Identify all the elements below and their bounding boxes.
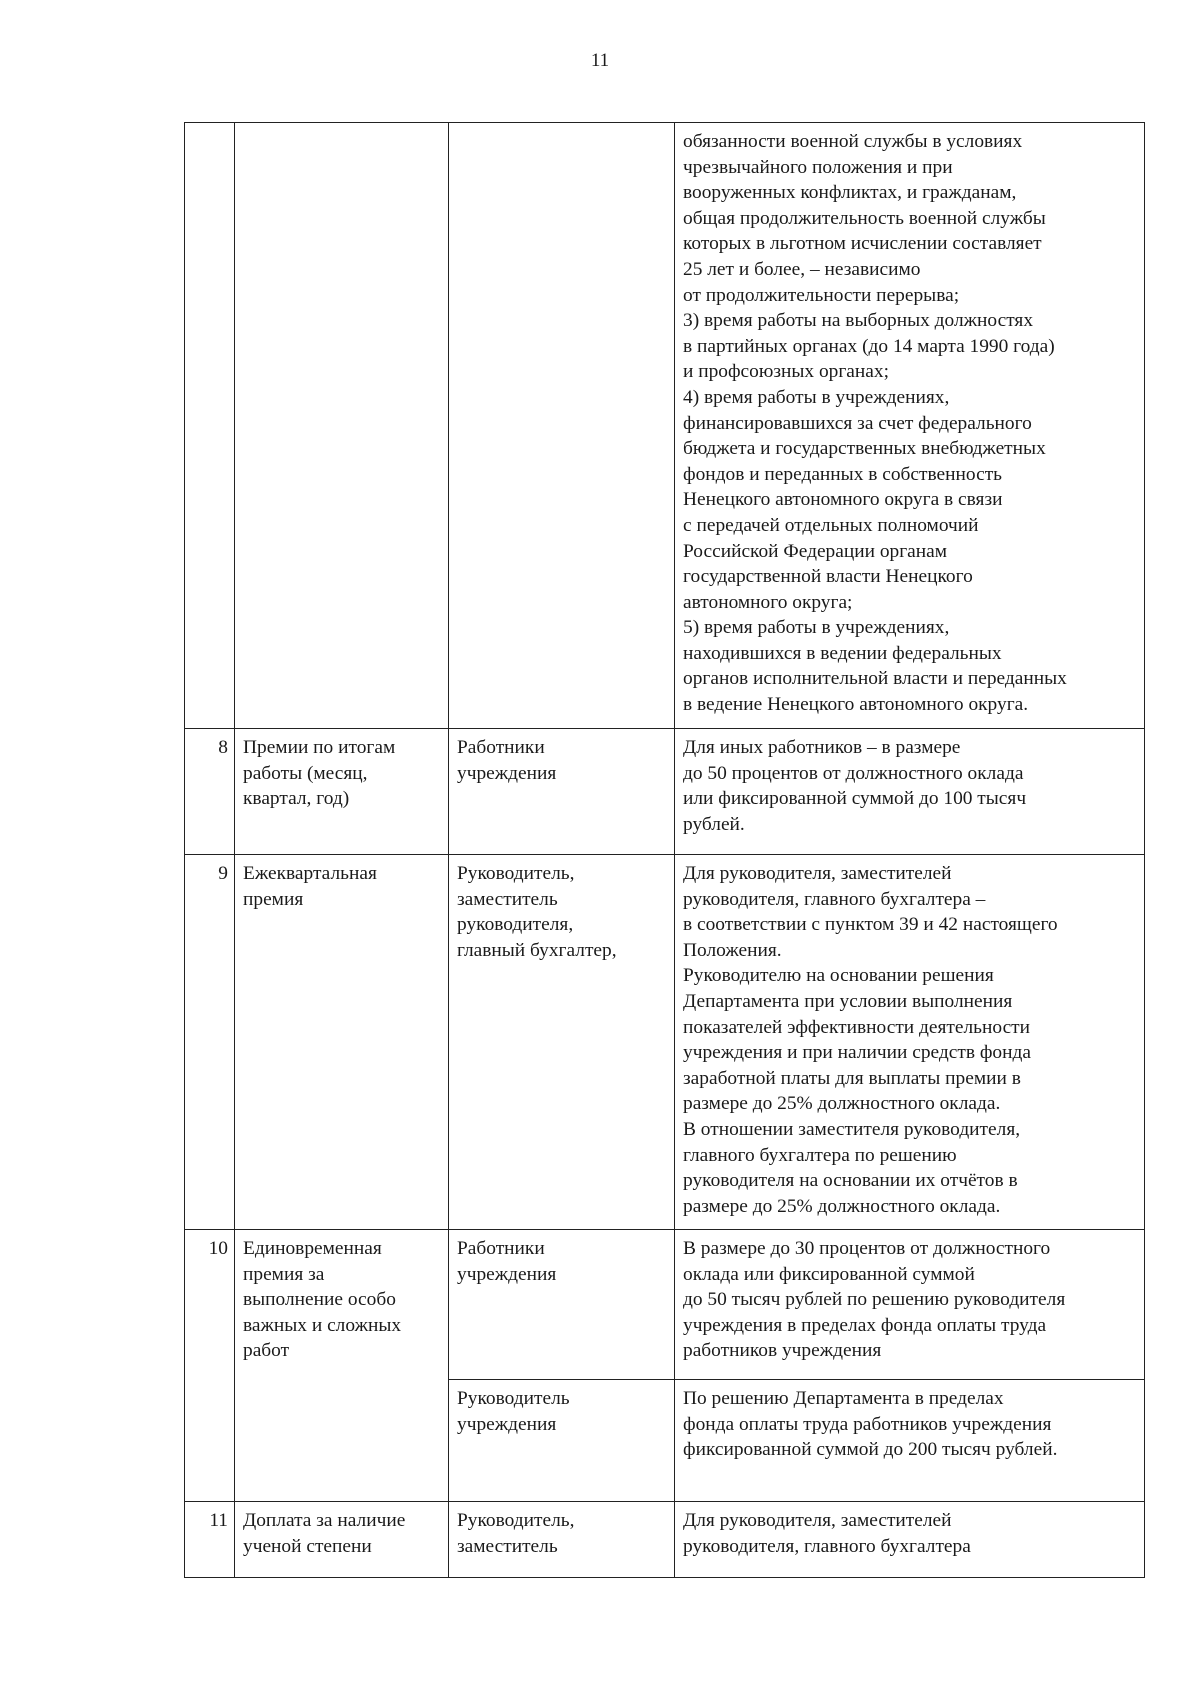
row-number: 10 (185, 1230, 235, 1502)
recipient: Руководитель, заместитель (449, 1502, 675, 1578)
recipient (449, 123, 675, 729)
allowances-table (184, 122, 1145, 1578)
payment-description: обязанности военной службы в условиях чрезвычайного положения и при вооруженных конфликтах, и гражданам, общая продолжительность военной службы которых в льготном исчислении составляет 25 лет и более, – независимо от продолжительности перерыва; 3) время работы на выборных должностях в партийных органах (до 14 марта 1990 года) и профсоюзных органах; 4) время работы в учреждениях, финансировавшихся за счет федерального бюджета и государственных внебюджетных фондов и переданных в собственность Ненецкого автономного округа в связи с передачей отдельных полномочий Российской Федерации органам государственной власти Ненецкого автономного округа; 5) время работы в учреждениях, находившихся в ведении федеральных органов исполнительной власти и переданных в ведение Ненецкого автономного округа. (675, 123, 1145, 729)
table-row (185, 1502, 1145, 1578)
row-number: 11 (185, 1502, 235, 1578)
payment-description: Для иных работников – в размере до 50 процентов от должностного оклада или фиксированной суммой до 100 тысяч рублей. (675, 729, 1145, 855)
page-number: 11 (590, 50, 610, 71)
payment-description: Для руководителя, заместителей руководителя, главного бухгалтера – в соответствии с пунктом 39 и 42 настоящего Положения. Руководителю на основании решения Департамента при условии выполнения показателей эффективности деятельности учреждения и при наличии средств фонда заработной платы для выплаты премии в размере до 25% должностного оклада. В отношении заместителя руководителя, главного бухгалтера по решению руководителя на основании их отчётов в размере до 25% должностного оклада. (675, 855, 1145, 1230)
payment-name: Единовременная премия за выполнение особо важных и сложных работ (235, 1230, 449, 1502)
row-number (185, 123, 235, 729)
payment-description: В размере до 30 процентов от должностного оклада или фиксированной суммой до 50 тысяч рублей по решению руководителя учреждения в пределах фонда оплаты труда работников учреждения (675, 1230, 1145, 1380)
payment-name: Премии по итогам работы (месяц, квартал, год) (235, 729, 449, 855)
row-number: 8 (185, 729, 235, 855)
recipient: Руководитель, заместитель руководителя, главный бухгалтер, (449, 855, 675, 1230)
recipient: Руководитель учреждения (449, 1380, 675, 1502)
row-number: 9 (185, 855, 235, 1230)
table-row (185, 855, 1145, 1230)
payment-description: По решению Департамента в пределах фонда оплаты труда работников учреждения фиксированной суммой до 200 тысяч рублей. (675, 1380, 1145, 1502)
table-row (185, 729, 1145, 855)
payment-name: Доплата за наличие ученой степени (235, 1502, 449, 1578)
table-row (185, 1230, 1145, 1380)
payment-name: Ежеквартальная премия (235, 855, 449, 1230)
payment-description: Для руководителя, заместителей руководителя, главного бухгалтера (675, 1502, 1145, 1578)
recipient: Работники учреждения (449, 1230, 675, 1380)
table-row (185, 123, 1145, 729)
payment-name (235, 123, 449, 729)
recipient: Работники учреждения (449, 729, 675, 855)
